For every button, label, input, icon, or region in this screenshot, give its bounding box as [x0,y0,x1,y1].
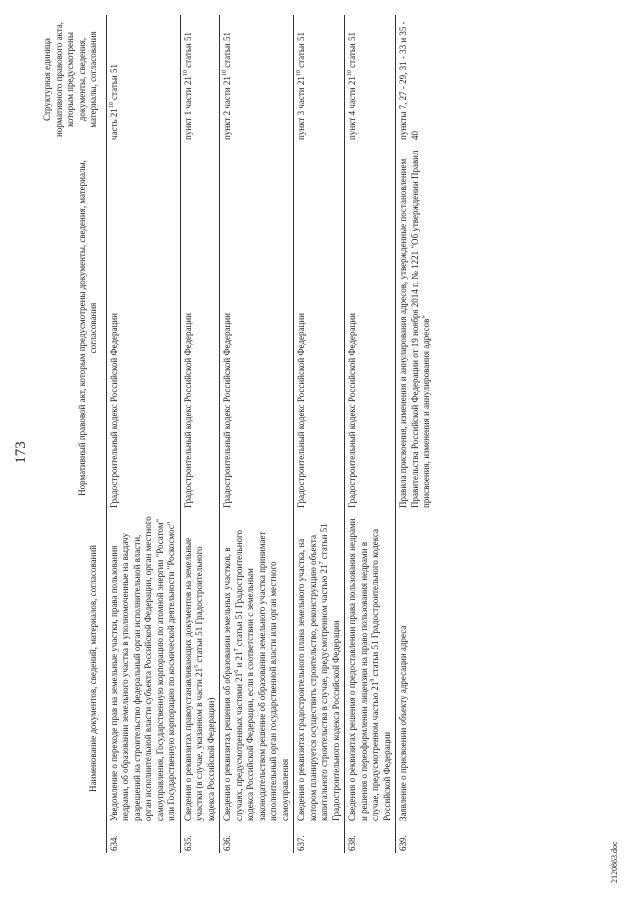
unit-superscript: 10 [347,70,353,77]
row-unit [220,15,294,144]
unit-text-post: статьи 51 [222,32,232,71]
row-number: 635. [182,835,193,851]
row-number: 637. [296,835,306,851]
unit-text-post: статьи 51 [182,32,193,71]
unit-superscript: 10 [222,70,228,77]
row-unit: пункты 7, 27 - 29, 31 - 33 и 35 - 40 [398,21,420,140]
name-text-post: статьи 51 Градостроительного кодекса Российской Федерации, если в соответствии с земельным законодательством решение об образовании земельного участка принимает исполнительный орган государственной власти или орган местного самоуправления [233,529,290,821]
row-act: Градостроительный кодекс Российской Федерации [182,313,193,508]
row-number: 638. [347,835,357,851]
table-header-row [40,15,106,853]
row-name [294,512,345,825]
row-number: 634. [108,835,119,851]
row-act: Градостроительный кодекс Российской Федерации [347,313,357,508]
row-unit [345,15,396,144]
row-name: Уведомление о переходе прав на земельные участки, права пользования недрами, об образовании земельного участка в уполномоченные на выдачу разрешений на строительство федеральный орган исполнительной власти, орган исполнительной власти субъекта Российской Федерации, орган местного самоуправления, Государственную корпорацию по атомной энергии "Росатом" или Государственную корпорацию по космической деятельности "Роскосмос" [108,516,176,821]
row-act: Градостроительный кодекс Российской Федерации [222,313,232,508]
table-row [106,15,180,853]
name-text: Сведения о реквизитах градостроительного плана земельного участка, на котором планируется осуществить строительство, реконструкцию объекта капитального строительства в случае, предусмотренном частью 21 [296,535,329,821]
documents-table [40,15,435,853]
table-row [345,15,396,853]
row-name [345,512,396,825]
row-act: Правила присвоения, изменения и аннулирования адресов, утвержденные постановлением Правительства Российской Федерации от 19 ноября 2014 г. № 1221 "Об утверждении Правил присвоения, изменения и аннулирования адресов" [398,150,431,508]
unit-superscript: 10 [108,102,115,109]
row-name [180,512,220,825]
row-number: 639. [398,835,408,851]
table-row [294,15,345,853]
name-text: Сведения о реквизитах решения о предоставлении права пользования недрами и решения о переоформлении лицензии на право пользования недрами в случае, предусмотренном частью 21 [347,518,380,821]
name-superscript: 6 [233,669,240,673]
row-number: 636. [222,835,232,851]
unit-text: пункт 4 части 21 [347,76,357,140]
header-act: Нормативный правовой акт, которым предусмотрены документы, сведения, материалы, согласования [76,160,98,496]
table-row [180,15,220,853]
row-act: Градостроительный кодекс Российской Федерации [108,313,119,508]
name-text-post: статьи 51 Градостроительного кодекса Российской Федерации) [194,546,216,821]
row-name: Заявление о присвоении объекту адресации адреса [398,625,408,821]
name-superscript: 9 [370,678,376,682]
row-unit [106,15,180,144]
unit-text: пункт 2 части 21 [222,76,232,140]
unit-text-post: статьи 51 [108,64,119,103]
name-text: Сведения о реквизитах решения об образовании земельных участков, в случаях, предусмотренных частями 21 [222,547,244,821]
row-name [220,512,294,825]
row-unit [180,15,220,144]
unit-text-post: статьи 51 [296,32,306,71]
name-text-mid: и 21 [233,651,244,670]
name-superscript: 5 [194,664,200,668]
unit-text: пункт 1 части 21 [182,76,193,140]
page-number: 173 [13,441,29,464]
name-superscript: 7 [319,561,325,565]
footer-filename: 2120863.doc [610,841,619,883]
unit-text-post: статьи 51 [347,32,357,71]
unit-superscript: 10 [296,70,302,77]
name-text-post: статьи 51 Градостроительного кодекса Российской Федерации [370,528,392,821]
unit-superscript: 10 [182,70,189,77]
unit-text: пункт 3 части 21 [296,76,306,140]
row-unit [294,15,345,144]
table-row [396,15,435,853]
name-superscript-2: 7 [233,648,240,652]
row-act: Градостроительный кодекс Российской Федерации [296,313,306,508]
unit-text: часть 21 [108,108,119,140]
table-row [220,15,294,853]
name-text: Сведения о реквизитах правоустанавливающих документов на земельные участки (в случае, указанном в части 21 [182,537,204,821]
name-text-post: статьи 51 Градостроительного кодекса Российской Федерации [319,523,341,821]
header-num [40,825,106,853]
header-name: Наименование документов, сведений, материалов, согласований [88,545,98,792]
header-unit: Структурная единица нормативного правового акта, которым предусмотрены документы, сведения, материалы, согласования [42,21,98,138]
